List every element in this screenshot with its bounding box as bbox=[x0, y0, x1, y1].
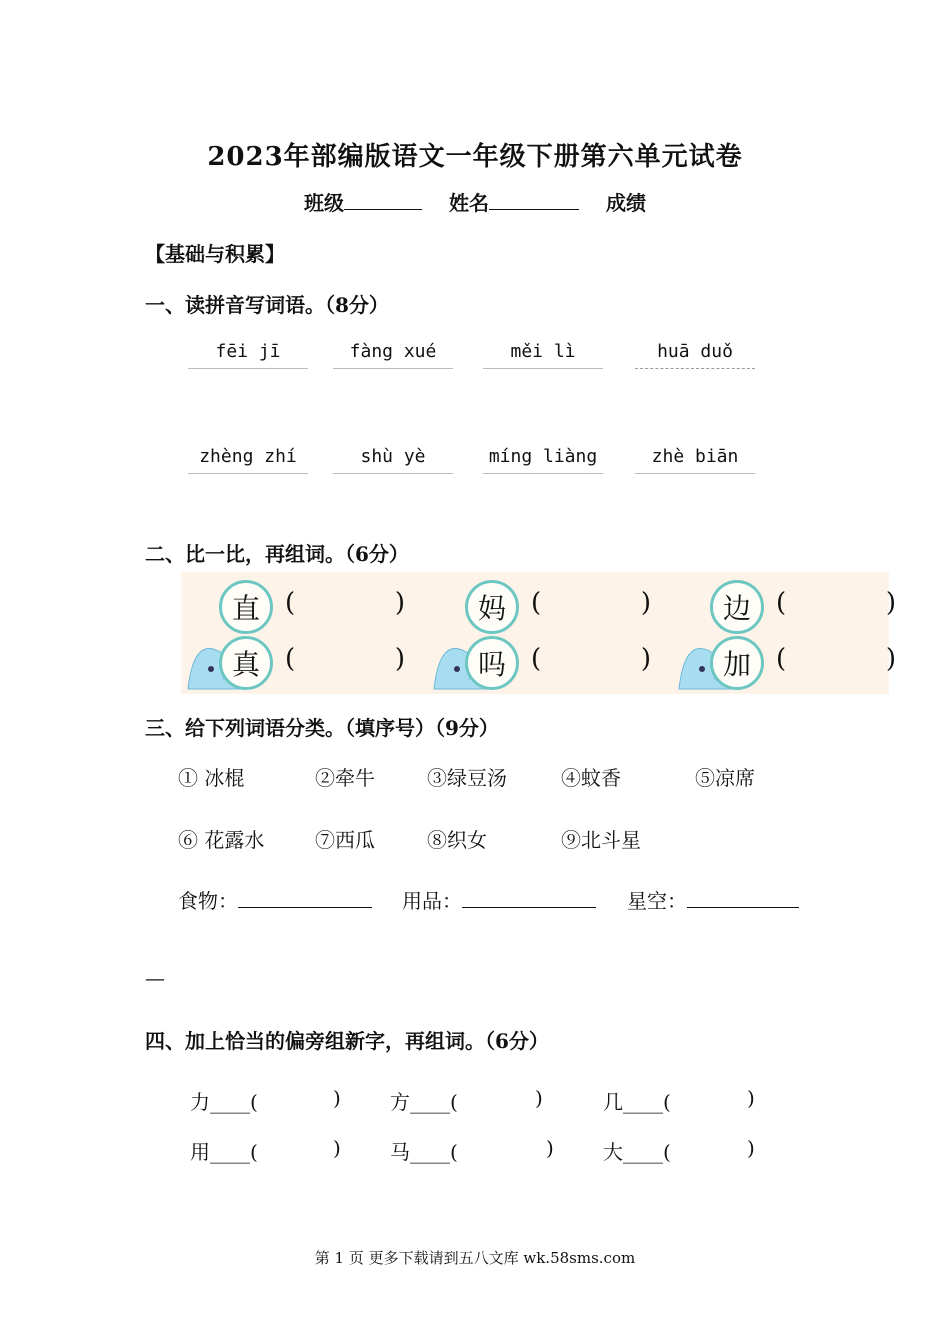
pinyin-item: fēi jī bbox=[188, 338, 308, 369]
pinyin-item: zhè biān bbox=[635, 443, 755, 474]
option-item: ④蚊香 bbox=[561, 766, 621, 790]
q3-heading: 三、给下列词语分类。（填序号）（9分） bbox=[145, 716, 499, 740]
option-item: ⑦西瓜 bbox=[315, 828, 375, 852]
answer-paren[interactable]: ( ) bbox=[285, 644, 405, 674]
page-title: 2023年部编版语文一年级下册第六单元试卷 bbox=[207, 142, 743, 172]
answer-paren[interactable]: ( ) bbox=[531, 644, 651, 674]
answer-paren[interactable]: ( ) bbox=[285, 588, 405, 618]
option-item: ③绿豆汤 bbox=[427, 766, 507, 790]
page-footer: 第 1 页 更多下载请到五八文库 wk.58sms.com bbox=[314, 1249, 636, 1267]
radical-item[interactable]: 几____( bbox=[603, 1090, 671, 1114]
option-item: ⑨北斗星 bbox=[561, 828, 641, 852]
option-item: ⑧织女 bbox=[427, 828, 487, 852]
radical-item[interactable]: 马____( bbox=[390, 1140, 458, 1164]
category-food: 食物： bbox=[178, 885, 372, 914]
char-circle: 边 bbox=[710, 580, 764, 634]
goods-blank[interactable] bbox=[462, 887, 596, 908]
category-sky: 星空： bbox=[627, 885, 799, 914]
name-blank[interactable] bbox=[489, 191, 579, 210]
radical-close: ) bbox=[333, 1086, 341, 1110]
radical-item[interactable]: 大____( bbox=[603, 1140, 671, 1164]
pinyin-item: měi lì bbox=[483, 338, 603, 369]
pinyin-item: huā duǒ bbox=[635, 338, 755, 369]
option-item: ⑤凉席 bbox=[695, 766, 755, 790]
q1-heading: 一、读拼音写词语。（8分） bbox=[145, 293, 389, 317]
q4-heading: 四、加上恰当的偏旁组新字，再组词。（6分） bbox=[145, 1029, 549, 1053]
food-blank[interactable] bbox=[238, 887, 372, 908]
part-heading: 【基础与积累】 bbox=[145, 242, 285, 266]
char-circle: 直 bbox=[219, 580, 273, 634]
pinyin-item: shù yè bbox=[333, 443, 453, 474]
class-blank[interactable] bbox=[344, 191, 422, 210]
radical-close: ) bbox=[747, 1086, 755, 1110]
pinyin-item: míng liàng bbox=[483, 443, 603, 474]
sky-blank[interactable] bbox=[687, 887, 799, 908]
score-label: 成绩 bbox=[605, 191, 646, 215]
char-circle: 吗 bbox=[465, 636, 519, 690]
q2-heading: 二、比一比，再组词。（6分） bbox=[145, 542, 409, 566]
radical-item[interactable]: 力____( bbox=[190, 1090, 258, 1114]
radical-close: ) bbox=[747, 1136, 755, 1160]
category-goods: 用品： bbox=[402, 885, 596, 914]
answer-paren[interactable]: ( ) bbox=[531, 588, 651, 618]
trailing-dash: — bbox=[145, 966, 165, 990]
radical-close: ) bbox=[546, 1136, 554, 1160]
char-circle: 加 bbox=[710, 636, 764, 690]
option-item: ⑥ 花露水 bbox=[178, 828, 265, 852]
char-circle: 妈 bbox=[465, 580, 519, 634]
option-item: ②牵牛 bbox=[315, 766, 375, 790]
char-circle: 真 bbox=[219, 636, 273, 690]
class-label: 班级 bbox=[304, 191, 345, 215]
name-label: 姓名 bbox=[449, 191, 489, 215]
answer-paren[interactable]: ( ) bbox=[776, 588, 896, 618]
radical-close: ) bbox=[333, 1136, 341, 1160]
answer-paren[interactable]: ( ) bbox=[776, 644, 896, 674]
compare-chars-panel bbox=[181, 572, 896, 694]
pinyin-item: zhèng zhí bbox=[188, 443, 308, 474]
option-item: ① 冰棍 bbox=[178, 766, 245, 790]
radical-item[interactable]: 方____( bbox=[390, 1090, 458, 1114]
radical-item[interactable]: 用____( bbox=[190, 1140, 258, 1164]
pinyin-item: fàng xué bbox=[333, 338, 453, 369]
student-info bbox=[0, 187, 950, 216]
radical-close: ) bbox=[535, 1086, 543, 1110]
